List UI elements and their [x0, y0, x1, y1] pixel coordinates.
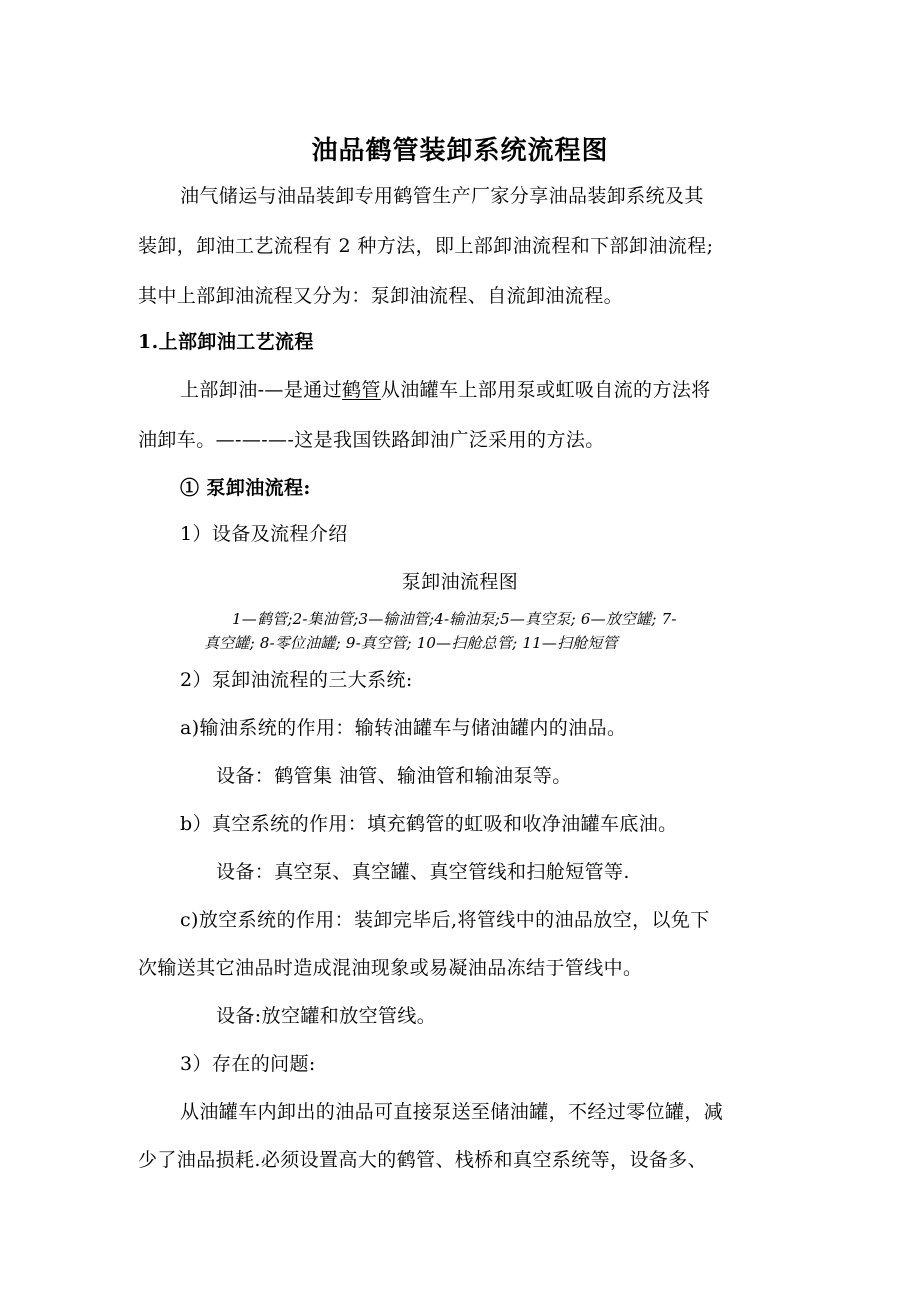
page-title: 油品鹤管装卸系统流程图: [311, 136, 609, 166]
vacuum-system-equipment: 设备：真空泵、真空罐、真空管线和扫舱短管等.: [216, 861, 630, 883]
intro-line-3: 其中上部卸油流程又分为：泵卸油流程、自流卸油流程。: [138, 285, 624, 307]
subheading-three-systems: 2）泵卸油流程的三大系统:: [180, 669, 413, 691]
intro-line-2: 装卸，卸油工艺流程有 2 种方法，即上部卸油流程和下部卸油流程;: [138, 235, 714, 257]
drain-system-line-2: 次输送其它油品时造成混油现象或易凝油品冻结于管线中。: [138, 957, 643, 979]
pump-unloading-heading: ① 泵卸油流程:: [180, 477, 311, 499]
transfer-system-equipment: 设备：鹤管集 油管、输油管和输油泵等。: [216, 765, 572, 787]
figure-legend-line-2: 真空罐; 8-零位油罐; 9-真空管; 10—扫舱总管; 11—扫舱短管: [204, 634, 618, 652]
vacuum-system-line: b）真空系统的作用：填充鹤管的虹吸和收净油罐车底油。: [180, 813, 678, 835]
section-heading-top-unloading: 1.上部卸油工艺流程: [138, 331, 314, 353]
subheading-equipment-intro: 1）设备及流程介绍: [180, 523, 348, 545]
section1-paragraph-line-1: [180, 378, 711, 402]
problems-line-2: 少了油品损耗.必须设置高大的鹤管、栈桥和真空系统等，设备多、: [138, 1149, 708, 1171]
section1-text-b: 从油罐车上部用泵或虹吸自流的方法将: [380, 379, 711, 401]
crane-pipe-link[interactable]: 鹤管: [342, 379, 381, 401]
figure-legend-line-1: 1—鹤管;2-集油管;3—输油管;4-输油泵;5—真空泵; 6—放空罐; 7-: [232, 610, 677, 628]
drain-system-line-1: c)放空系统的作用：装卸完毕后,将管线中的油品放空，以免下: [180, 909, 710, 931]
section1-paragraph-line-2: 油卸车。—-—-—-这是我国铁路卸油广泛采用的方法。: [138, 429, 605, 451]
intro-line-1: 油气储运与油品装卸专用鹤管生产厂家分享油品装卸系统及其: [180, 185, 704, 207]
section1-text-a: 上部卸油-—是通过: [180, 379, 343, 401]
figure-caption: 泵卸油流程图: [401, 571, 519, 593]
problems-line-1: 从油罐车内卸出的油品可直接泵送至储油罐，不经过零位罐，减: [180, 1101, 724, 1123]
subheading-existing-problems: 3）存在的问题:: [180, 1053, 316, 1075]
transfer-system-line: a)输油系统的作用：输转油罐车与储油罐内的油品。: [180, 717, 627, 739]
drain-system-equipment: 设备:放空罐和放空管线。: [216, 1005, 437, 1027]
